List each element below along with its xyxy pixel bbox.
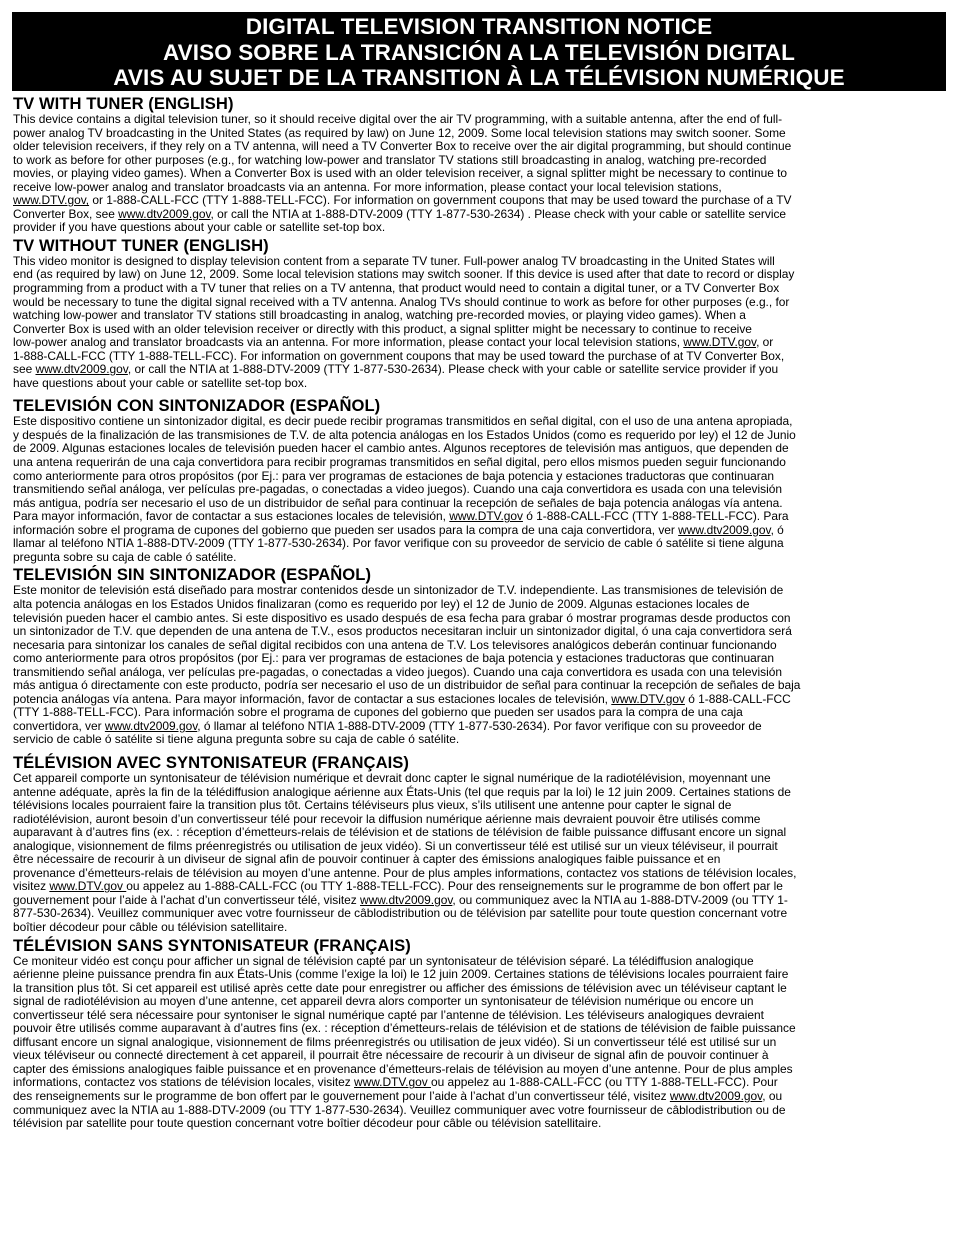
- text-line: end (as required by law) on June 12, 2009. Some local television stations may switch sooner. If this device is used after that date to record or display: [13, 267, 795, 282]
- section-television-sans-syntonisateur: [13, 936, 946, 1131]
- text-line: una antena requerirán de una caja convertidora para recibir programas transmitidos en señal digital, pero ellos mismos pueden seguir funcionando: [13, 455, 786, 470]
- link[interactable]: www.dtv2009.gov: [669, 1089, 763, 1103]
- text-line: capter des émissions analogiques faible puissance et en provenance d’émetteurs-relais de télévision au moyen d’une antenne. Pour de plus amples: [13, 1061, 793, 1076]
- text-line: Converter Box, see www.dtv2009.gov, or call the NTIA at 1-888-DTV-2009 (TTY 1-877-530-2634) . Please check with your cable or satellite service: [13, 206, 787, 221]
- link[interactable]: www.dtv2009.gov: [678, 522, 771, 537]
- text-line: diffusant encore un signal analogique, visionnement de films préenregistrés ou utilisation de jeux vidéo). Si un convertisseur télé est utilisé sur un: [13, 1034, 777, 1049]
- text-line: la transition plus tôt. Si cet appareil est utilisé après cette date pour enregistrer ou afficher des émissions de télévision avec un téléviseur captant le: [13, 980, 787, 995]
- link[interactable]: www.DTV.gov: [354, 1075, 431, 1090]
- text-line: convertidora, ver www.dtv2009.gov, ó llamar al teléfono NTIA 1-888-DTV-2009 (TTY 1-877-530-2634). Por favor verifique con su proveedor de: [13, 718, 762, 733]
- text-line: provenance d’émetteurs-relais de télévision au moyen d’une antenne. Pour de plus amples informations, contactez vos stations de télévision locales,: [13, 865, 797, 880]
- text-line: servicio de cable ó satélite si tiene alguna pregunta sobre su caja de cable ó satélite.: [13, 732, 460, 747]
- link[interactable]: www.DTV.gov: [449, 509, 523, 524]
- link[interactable]: www.DTV.gov: [611, 691, 685, 706]
- text-line: como anteriormente para otros propósitos (por Ej.: para ver programas de estaciones de baja potencia y estaciones traductoras que continuaran: [13, 468, 774, 483]
- text-line: receive low-power analog and translator broadcasts via an antenna. For more information, please contact your local television stations,: [13, 179, 722, 194]
- text-line: llamar al teléfono NTIA 1-888-DTV-2009 (TTY 1-877-530-2634). Por favor verifique con su proveedor de servicio de cable ó satélite si tiene alguna: [13, 536, 784, 551]
- text-line: see www.dtv2009.gov, or call the NTIA at 1-888-DTV-2009 (TTY 1-877-530-2634). Please check with your cable or satellite service provider if you: [13, 362, 779, 377]
- text-line: movies, or playing video games). When a Converter Box is used with an older television receiver, a signal splitter might be necessary to continue to: [13, 166, 788, 181]
- text-line: alta potencia análogas en los Estados Unidos finalizaran (como es requerido por ley) el 12 de Junio de 2009. Algunas estaciones locales de: [13, 596, 750, 611]
- section-heading: TELEVISIÓN SIN SINTONIZADOR (ESPAÑOL): [13, 565, 372, 585]
- notice-title-banner: [12, 12, 946, 91]
- text-line: boîtier décodeur pour câble ou télévision satellitaire.: [13, 919, 288, 934]
- text-line: power analog TV broadcasting in the United States (as required by law) on June 12, 2009. Some local television stations may switch sooner. Some: [13, 125, 786, 140]
- text-line: de 2009. Algunas estaciones locales de televisión pueden hacer el cambio antes. Algunos receptores de televisión mas antiguos, que dependen de: [13, 441, 789, 456]
- text-line: Converter Box is used with an older television receiver or directly with this product, a signal splitter might be necessary to continue to receive: [13, 321, 752, 336]
- text-line: pregunta sobre su caja de cable ó satélite.: [13, 549, 237, 564]
- section-television-con-sintonizador: [13, 396, 946, 564]
- text-line: www.DTV.gov, or 1-888-CALL-FCC (TTY 1-888-TELL-FCC). For information on government coupons that may be used toward the purchase of a TV: [13, 193, 792, 208]
- text-line: auparavant à d’autres fins (ex. : réception d’émetteurs-relais de télévision et de stations de télévision de faible puissance diffusant encore un signal: [13, 825, 787, 840]
- section-paragraph: [13, 955, 946, 1131]
- section-paragraph: [13, 772, 946, 935]
- section-heading: TV WITHOUT TUNER (ENGLISH): [13, 235, 269, 255]
- section-heading: TÉLÉVISION SANS SYNTONISATEUR (FRANÇAIS): [13, 935, 411, 955]
- text-line: watching low-power and translator TV stations still broadcasting in analog, watching pre-recorded movies, or playing video games). When a: [13, 308, 746, 323]
- text-line: 877-530-2634). Veuillez communiquer avec votre fournisseur de câblodistribution ou de télévision par satellite pour toute question concernant votre: [13, 906, 788, 921]
- text-line: analogique, visionnement de films préenregistrés ou utilisation de jeux vidéo). Si un convertisseur télé est utilisé sur un vieux téléviseur, il pourrait: [13, 838, 778, 853]
- text-line: y después de la finalización de las transmisiones de T.V. de alta potencia análogas en los Estados Unidos (como es requerido por ley) el 12 de Junio: [13, 427, 796, 442]
- text-line: 1-888-CALL-FCC (TTY 1-888-TELL-FCC). For information on government coupons that may be used toward the purchase of at TV Converter Box,: [13, 348, 785, 363]
- text-line: un sintonizador de T.V. que dependen de una antena de T.V., esos productos necesitaran incluir un sintonizador digital, ó una caja convertidora será: [13, 624, 792, 639]
- text-line: des renseignements sur le programme de bon offert par le gouvernement pour l’aide à l’achat d’un convertisseur télé, visitez www.dtv2009.gov, ou: [13, 1089, 783, 1103]
- link[interactable]: www.DTV.gov: [683, 335, 757, 350]
- section-paragraph: [13, 255, 946, 390]
- text-line: potencia análogas vía antena. Para mayor información, favor de contactar a sus estaciones locales de televisión, www.DTV.gov ó 1-888-CALL-FCC: [13, 691, 791, 706]
- text-line: This video monitor is designed to display television content from a separate TV tuner. Full-power analog TV broadcasting in the United States will: [13, 253, 775, 268]
- text-line: necesaria para sintonizar los canales de señal digital recibidos con una antena de T.V. Los televisores analógicos deberán continuar funcionando: [13, 637, 777, 652]
- link[interactable]: www.dtv2009.gov: [118, 206, 211, 221]
- link[interactable]: www.dtv2009.gov: [35, 362, 128, 377]
- section-heading: TÉLÉVISION AVEC SYNTONISATEUR (FRANÇAIS): [13, 752, 409, 772]
- link[interactable]: www.dtv2009.gov: [360, 892, 453, 907]
- text-line: radiotélévision, auront besoin d’un convertisseur télé pour recevoir la diffusion numérique aérienne mais devraient pouvoir être utilisés comme: [13, 811, 761, 826]
- text-line: pouvoir être utilisés comme auparavant à d’autres fins (ex. : réception d’émetteurs-relais de télévision et de stations de télévision de faible puissance: [13, 1021, 796, 1036]
- text-line: to work as before for other purposes (e.g., for watching low-power and translator TV stations still broadcasting in analog, watching pre-recorded: [13, 152, 767, 167]
- text-line: convertisseur télé sera nécessaire pour syntoniser le signal numérique capté par l’antenne de télévision. Les téléviseurs analogiques devraient: [13, 1007, 764, 1022]
- text-line: información sobre el programa de cupones del gobierno que pueden ser usados para la compra de una caja convertidora, ver www.dtv2009.gov, ó: [13, 522, 784, 537]
- text-line: como anteriormente para otros propósitos (por Ej.: para ver programas de estaciones de baja potencia y estaciones traductoras que continuaran: [13, 651, 774, 666]
- section-tv-with-tuner-english: [13, 94, 946, 235]
- text-line: provider if you have questions about your cable or satellite set-top box.: [13, 220, 386, 235]
- text-line: programming from a product with a TV tuner that relies on a TV antenna, that product would need to contain a digital tuner, or a TV Converter Box: [13, 281, 780, 296]
- text-line: Para mayor información, favor de contactar a sus estaciones locales de televisión, www.DTV.gov ó 1-888-CALL-FCC (TTY 1-888-TELL-FCC). Para: [13, 509, 789, 524]
- text-line: vieux téléviseur ou connecté directement à cet appareil, il pourrait être nécessaire de recourir à un diviseur de signal afin de pouvoir continuer à: [13, 1048, 769, 1063]
- text-line: signal de radiotélévision au moyen d’une antenne, cet appareil devra alors comporter un syntonisateur de télévision numérique ou encore un: [13, 994, 754, 1009]
- title-english: DIGITAL TELEVISION TRANSITION NOTICE: [245, 14, 713, 39]
- text-line: más antigua, podría ser necesario el uso de un distribuidor de señal para continuar la recepción de señales de baja potencia análogas vía antena.: [13, 495, 783, 510]
- section-paragraph: [13, 584, 946, 747]
- text-line: antenne adéquate, après la fin de la télédiffusion analogique aérienne aux États-Unis (tel que requis par la loi) le 12 juin 2009. Certaines stations de: [13, 784, 791, 799]
- text-line: más antigua ó directamente con este producto, podría ser necesario el uso de un distribuidor de señal para continuar la recepción de señales de baja: [13, 678, 801, 693]
- text-line: communiquez avec la NTIA au 1-888-DTV-2009 (ou TTY 1-877-530-2634). Veuillez communiquer avec votre fournisseur de câblodistribution ou de: [13, 1102, 786, 1117]
- text-line: would be necessary to tune the digital signal received with a TV antenna. Analog TVs should continue to work as before for other purposes (e.g., for: [13, 294, 790, 309]
- text-line: télévision par satellite pour toute question concernant votre boîtier décodeur pour câble ou télévision satellitaire.: [13, 1116, 602, 1131]
- link[interactable]: www.DTV.gov,: [13, 193, 90, 208]
- text-line: televisión pueden hacer el cambio antes. Si este dispositivo es usado después de esa fecha para grabar ó mostrar programas desde productos con: [13, 610, 791, 625]
- text-line: Cet appareil comporte un syntonisateur de télévision numérique et devrait donc capter le signal numérique de la radiotélévision, moyennant une: [13, 770, 771, 785]
- text-line: transmitiendo señal análoga, ver películas pre-pagadas, o conectadas a video juegos). Cuando una caja convertidora es usada con una televisión: [13, 664, 782, 679]
- section-paragraph: [13, 415, 946, 564]
- text-line: Este monitor de televisión está diseñado para mostrar contenidos desde un sintonizador de T.V. independiente. Las transmisiones de televisión de: [13, 583, 784, 598]
- text-line: aérienne pleine puissance prendra fin aux États-Unis (comme l’exige la loi) le 12 juin 2009. Certaines stations de télévisions locales pourraient faire: [13, 967, 789, 982]
- text-line: low-power analog and translator broadcasts via an antenna. For more information, please contact your local television stations, www.DTV.gov, or: [13, 335, 774, 350]
- text-line: older television receivers, if they rely on a TV antenna, will need a TV Converter Box to receive over the air digital programming, but should continue: [13, 139, 792, 154]
- section-heading: TELEVISIÓN CON SINTONIZADOR (ESPAÑOL): [13, 396, 381, 416]
- text-line: transmitiendo señal análoga, ver películas pre-pagadas, o conectadas a video juegos). Cuando una caja convertidora es usada con una televisión: [13, 482, 782, 497]
- section-television-sin-sintonizador: [13, 565, 946, 747]
- text-line: Este dispositivo contiene un sintonizador digital, es decir puede recibir programas transmitidos en señal digital, con el uso de una antena apropiada,: [13, 414, 793, 429]
- title-spanish: AVISO SOBRE LA TRANSICIÓN A LA TELEVISIÓN DIGITAL: [163, 39, 795, 65]
- section-tv-without-tuner-english: [13, 236, 946, 390]
- title-french: AVIS AU SUJET DE LA TRANSITION À LA TÉLÉVISION NUMÉRIQUE: [113, 65, 845, 90]
- text-line: informations, contactez vos stations de télévision locales, visitez www.DTV.gov ou appelez au 1-888-CALL-FCC (ou TTY 1-888-TELL-FCC). Pour: [13, 1075, 778, 1090]
- text-line: Ce moniteur vidéo est conçu pour afficher un signal de télévision capté par un syntonisateur de télévision séparé. La télédiffusion analogique: [13, 953, 754, 968]
- text-line: visitez www.DTV.gov ou appelez au 1-888-CALL-FCC (ou TTY 1-888-TELL-FCC). Pour des renseignements sur le programme de bon offert par le: [13, 879, 783, 894]
- text-line: have questions about your cable or satellite set-top box.: [13, 375, 308, 390]
- section-television-avec-syntonisateur: [13, 753, 946, 935]
- link[interactable]: www.DTV.gov: [49, 879, 127, 894]
- text-line: télévisions locales pourraient faire la transition plus tôt. Certains téléviseurs plus vieux, s’ils utilisent une antenne pour capter le signal de: [13, 798, 732, 813]
- section-paragraph: [13, 113, 946, 235]
- text-line: This device contains a digital television tuner, so it should receive digital over the air TV programming, with a suitable antenna, after the end of full-: [13, 112, 783, 126]
- text-line: (TTY 1-888-TELL-FCC). Para información sobre el programa de cupones del gobierno que pueden ser usados para la compra de una caja: [13, 705, 743, 720]
- section-heading: TV WITH TUNER (ENGLISH): [13, 94, 234, 113]
- link[interactable]: www.dtv2009.gov: [104, 718, 198, 733]
- text-line: gouvernement pour l’aide à l’achat d’un convertisseur télé, visitez www.dtv2009.gov, ou communiquez avec la NTIA au 1-888-DTV-2009 (ou TTY 1-: [13, 892, 788, 907]
- text-line: être nécessaire de recourir à un diviseur de signal afin de pouvoir continuer à capter des émissions analogiques faible puissance et en: [13, 852, 721, 867]
- notice-body: [13, 94, 946, 1131]
